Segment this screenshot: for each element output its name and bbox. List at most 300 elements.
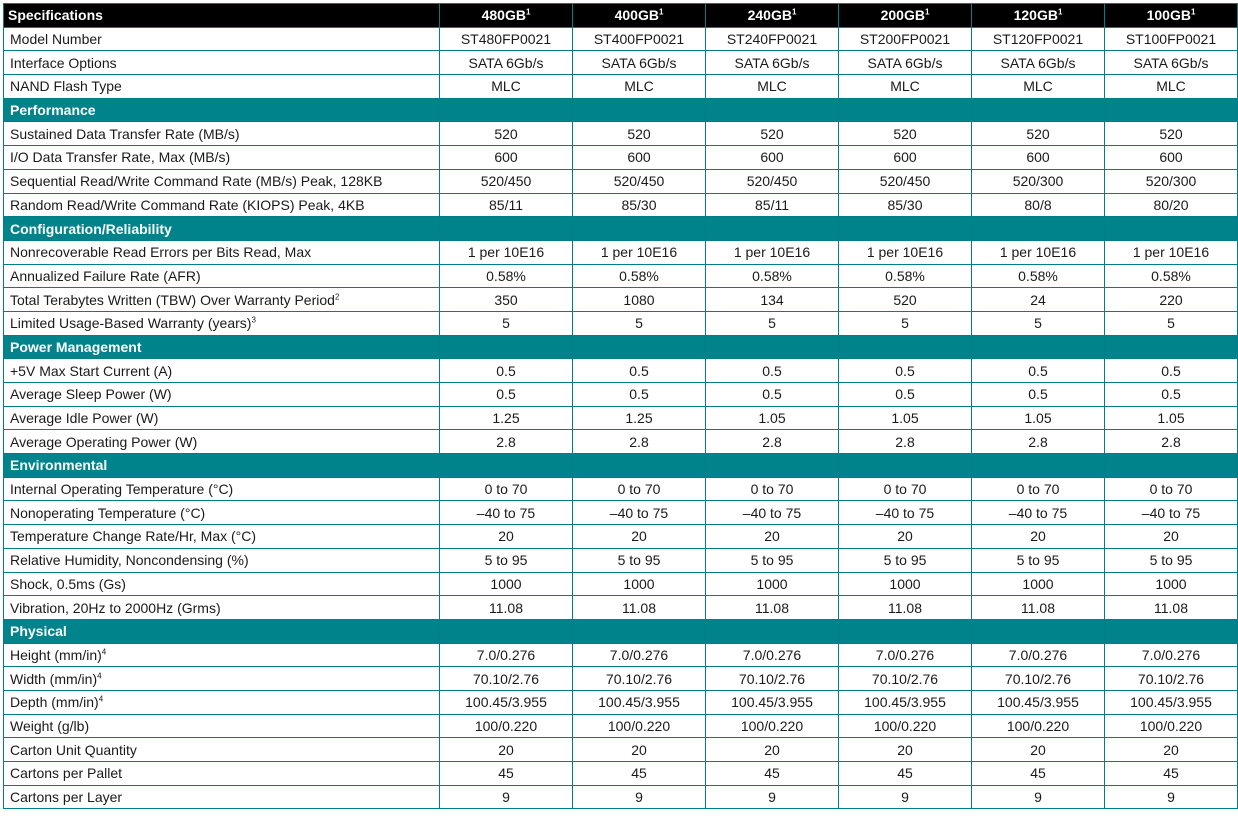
table-row [4, 51, 1238, 75]
row-label-text: +5V Max Start Current (A) [10, 362, 173, 379]
table-cell: 100/0.220 [440, 714, 573, 738]
table-cell: 20 [573, 525, 706, 549]
table-row [4, 548, 1238, 572]
footnote-marker: 4 [98, 694, 104, 704]
table-cell: 520 [440, 122, 573, 146]
section-cell [1105, 454, 1238, 478]
table-cell: 100/0.220 [839, 714, 972, 738]
table-cell: 0 to 70 [440, 477, 573, 501]
table-cell: 20 [706, 525, 839, 549]
table-cell: 0 to 70 [1105, 477, 1238, 501]
table-row [4, 169, 1238, 193]
table-cell: 11.08 [573, 596, 706, 620]
table-cell: 45 [440, 762, 573, 786]
section-cell [1105, 619, 1238, 643]
section-cell [839, 619, 972, 643]
table-row [4, 785, 1238, 809]
table-cell: 2.8 [440, 430, 573, 454]
table-cell: 5 to 95 [839, 548, 972, 572]
row-label [4, 785, 440, 809]
table-cell: 5 [573, 311, 706, 335]
section-title: Configuration/Reliability [4, 217, 440, 241]
table-row [4, 264, 1238, 288]
table-cell: 45 [1105, 762, 1238, 786]
table-cell: 1.25 [573, 406, 706, 430]
table-cell: 1000 [839, 572, 972, 596]
table-cell: 5 to 95 [972, 548, 1105, 572]
table-cell: –40 to 75 [972, 501, 1105, 525]
section-cell [706, 619, 839, 643]
table-cell: 1000 [706, 572, 839, 596]
table-row [4, 383, 1238, 407]
table-cell: 0.5 [573, 359, 706, 383]
table-cell: MLC [573, 75, 706, 99]
table-cell: 2.8 [839, 430, 972, 454]
row-label-text: Shock, 0.5ms (Gs) [10, 575, 126, 592]
table-cell: 20 [839, 738, 972, 762]
table-cell: 85/30 [573, 193, 706, 217]
row-label-text: Nonrecoverable Read Errors per Bits Read, Max [10, 244, 312, 261]
section-cell [706, 98, 839, 122]
table-cell: 350 [440, 288, 573, 312]
table-cell: 0 to 70 [706, 477, 839, 501]
row-label [4, 311, 440, 335]
row-label [4, 406, 440, 430]
section-row [4, 619, 1238, 643]
table-cell: 0.58% [1105, 264, 1238, 288]
table-cell: 1 per 10E16 [706, 240, 839, 264]
section-cell [440, 335, 573, 359]
table-cell: 0.5 [972, 383, 1105, 407]
row-label [4, 548, 440, 572]
row-label-text: Random Read/Write Command Rate (KIOPS) Peak, 4KB [10, 196, 365, 213]
table-cell: 5 to 95 [440, 548, 573, 572]
header-row [4, 4, 1238, 28]
table-cell: 20 [440, 525, 573, 549]
table-cell: 1 per 10E16 [972, 240, 1105, 264]
section-cell [440, 454, 573, 478]
table-row [4, 193, 1238, 217]
table-cell: –40 to 75 [1105, 501, 1238, 525]
section-cell [706, 335, 839, 359]
row-label-text: Average Idle Power (W) [10, 410, 159, 427]
table-cell: 11.08 [706, 596, 839, 620]
section-cell [440, 98, 573, 122]
table-cell: 0.5 [706, 383, 839, 407]
table-cell: 100/0.220 [972, 714, 1105, 738]
table-cell: ST120FP0021 [972, 27, 1105, 51]
table-cell: 1.05 [972, 406, 1105, 430]
table-cell: 0.5 [440, 359, 573, 383]
row-label [4, 383, 440, 407]
table-cell: 520/300 [972, 169, 1105, 193]
section-cell [573, 619, 706, 643]
table-cell: 5 [440, 311, 573, 335]
table-cell: 1000 [1105, 572, 1238, 596]
row-label [4, 714, 440, 738]
table-cell: 9 [839, 785, 972, 809]
table-row [4, 667, 1238, 691]
table-cell: 85/11 [440, 193, 573, 217]
table-row [4, 477, 1238, 501]
table-cell: 0.58% [440, 264, 573, 288]
row-label-text: Cartons per Layer [10, 789, 123, 806]
table-cell: 24 [972, 288, 1105, 312]
table-cell: 520 [839, 122, 972, 146]
capacity-label: 200GB [880, 7, 925, 24]
table-cell: 1.25 [440, 406, 573, 430]
row-label [4, 240, 440, 264]
table-cell: 9 [573, 785, 706, 809]
table-cell: 7.0/0.276 [440, 643, 573, 667]
row-label-text: Model Number [10, 31, 102, 48]
row-label [4, 762, 440, 786]
table-cell: 20 [573, 738, 706, 762]
table-row [4, 596, 1238, 620]
row-label [4, 122, 440, 146]
table-cell: ST200FP0021 [839, 27, 972, 51]
header-capacity-4 [972, 4, 1105, 28]
table-row [4, 690, 1238, 714]
table-cell: 0 to 70 [972, 477, 1105, 501]
section-cell [440, 619, 573, 643]
row-label-text: Vibration, 20Hz to 2000Hz (Grms) [10, 599, 221, 616]
table-row [4, 146, 1238, 170]
table-cell: 85/30 [839, 193, 972, 217]
table-cell: 70.10/2.76 [440, 667, 573, 691]
section-cell [573, 335, 706, 359]
table-cell: 0.58% [839, 264, 972, 288]
table-cell: –40 to 75 [706, 501, 839, 525]
footnote-marker: 4 [97, 670, 102, 680]
row-label-text: Height (mm/in) [10, 646, 102, 663]
table-cell: 1000 [573, 572, 706, 596]
table-cell: MLC [706, 75, 839, 99]
row-label [4, 169, 440, 193]
table-cell: 600 [839, 146, 972, 170]
capacity-label: 100GB [1146, 7, 1191, 24]
table-row [4, 75, 1238, 99]
table-cell: 520/450 [706, 169, 839, 193]
table-cell: 1 per 10E16 [440, 240, 573, 264]
table-cell: 100.45/3.955 [972, 690, 1105, 714]
footnote-marker: 1 [1190, 7, 1196, 17]
footnote-marker: 1 [924, 7, 930, 17]
table-cell: –40 to 75 [440, 501, 573, 525]
section-cell [972, 98, 1105, 122]
table-cell: MLC [839, 75, 972, 99]
table-cell: 100.45/3.955 [839, 690, 972, 714]
table-cell: 5 to 95 [1105, 548, 1238, 572]
section-cell [972, 217, 1105, 241]
row-label [4, 643, 440, 667]
table-cell: 7.0/0.276 [573, 643, 706, 667]
specifications-table [3, 3, 1238, 809]
header-capacity-2 [706, 4, 839, 28]
table-row [4, 738, 1238, 762]
table-cell: 1.05 [706, 406, 839, 430]
table-cell: 600 [706, 146, 839, 170]
table-cell: SATA 6Gb/s [1105, 51, 1238, 75]
table-cell: 0.5 [706, 359, 839, 383]
table-row [4, 714, 1238, 738]
table-cell: 11.08 [440, 596, 573, 620]
table-cell: 134 [706, 288, 839, 312]
table-cell: SATA 6Gb/s [972, 51, 1105, 75]
table-cell: 520 [573, 122, 706, 146]
row-label-text: Internal Operating Temperature (°C) [10, 481, 234, 498]
table-cell: 80/20 [1105, 193, 1238, 217]
table-cell: 600 [972, 146, 1105, 170]
row-label [4, 738, 440, 762]
section-cell [839, 454, 972, 478]
row-label-text: Sequential Read/Write Command Rate (MB/s) Peak, 128KB [10, 173, 383, 190]
table-cell: 0.5 [440, 383, 573, 407]
table-cell: 20 [1105, 525, 1238, 549]
row-label-text: Relative Humidity, Noncondensing (%) [10, 552, 249, 569]
table-cell: 100.45/3.955 [573, 690, 706, 714]
table-row [4, 572, 1238, 596]
table-cell: 70.10/2.76 [1105, 667, 1238, 691]
row-label [4, 288, 440, 312]
table-row [4, 762, 1238, 786]
table-cell: ST400FP0021 [573, 27, 706, 51]
row-label [4, 193, 440, 217]
table-cell: 1.05 [839, 406, 972, 430]
header-capacity-1 [573, 4, 706, 28]
table-cell: 520 [706, 122, 839, 146]
table-cell: –40 to 75 [573, 501, 706, 525]
section-cell [972, 619, 1105, 643]
footnote-marker: 1 [658, 7, 664, 17]
table-cell: 5 [972, 311, 1105, 335]
table-cell: 1 per 10E16 [1105, 240, 1238, 264]
table-cell: 1000 [440, 572, 573, 596]
row-label [4, 501, 440, 525]
table-cell: 9 [706, 785, 839, 809]
row-label-text: Weight (g/lb) [10, 717, 90, 734]
table-cell: 0.5 [1105, 359, 1238, 383]
section-cell [972, 454, 1105, 478]
section-cell [839, 98, 972, 122]
capacity-label: 400GB [614, 7, 659, 24]
section-cell [573, 454, 706, 478]
section-cell [1105, 98, 1238, 122]
table-cell: ST100FP0021 [1105, 27, 1238, 51]
table-row [4, 643, 1238, 667]
table-cell: 100/0.220 [706, 714, 839, 738]
table-cell: 9 [972, 785, 1105, 809]
row-label [4, 51, 440, 75]
footnote-marker: 1 [791, 7, 797, 17]
header-capacity-3 [839, 4, 972, 28]
row-label [4, 359, 440, 383]
section-cell [706, 217, 839, 241]
table-cell: SATA 6Gb/s [440, 51, 573, 75]
row-label [4, 27, 440, 51]
row-label [4, 75, 440, 99]
section-title: Environmental [4, 454, 440, 478]
footnote-marker: 3 [251, 315, 256, 325]
table-cell: 45 [972, 762, 1105, 786]
row-label [4, 572, 440, 596]
table-cell: 100.45/3.955 [1105, 690, 1238, 714]
table-cell: 520 [839, 288, 972, 312]
table-cell: 5 to 95 [706, 548, 839, 572]
row-label-text: Nonoperating Temperature (°C) [10, 504, 206, 521]
table-cell: 520 [1105, 122, 1238, 146]
table-cell: 100.45/3.955 [440, 690, 573, 714]
row-label-text: Interface Options [10, 54, 117, 71]
table-cell: 20 [972, 738, 1105, 762]
table-row [4, 27, 1238, 51]
table-cell: 70.10/2.76 [839, 667, 972, 691]
table-cell: 1 per 10E16 [839, 240, 972, 264]
section-row [4, 454, 1238, 478]
table-cell: 0.5 [839, 359, 972, 383]
table-cell: 70.10/2.76 [573, 667, 706, 691]
section-cell [972, 335, 1105, 359]
table-cell: 100/0.220 [573, 714, 706, 738]
table-cell: 0 to 70 [839, 477, 972, 501]
table-cell: 1.05 [1105, 406, 1238, 430]
row-label-text: NAND Flash Type [10, 78, 122, 95]
table-cell: 9 [1105, 785, 1238, 809]
table-cell: –40 to 75 [839, 501, 972, 525]
table-cell: 0.58% [706, 264, 839, 288]
row-label [4, 525, 440, 549]
table-cell: 1000 [972, 572, 1105, 596]
table-cell: 0 to 70 [573, 477, 706, 501]
table-cell: 45 [706, 762, 839, 786]
table-cell: SATA 6Gb/s [573, 51, 706, 75]
table-cell: 520 [972, 122, 1105, 146]
table-row [4, 288, 1238, 312]
row-label-text: Total Terabytes Written (TBW) Over Warranty Period [10, 291, 335, 308]
row-label-text: Cartons per Pallet [10, 765, 123, 782]
table-cell: 520/300 [1105, 169, 1238, 193]
table-cell: 7.0/0.276 [972, 643, 1105, 667]
table-cell: 20 [1105, 738, 1238, 762]
table-row [4, 359, 1238, 383]
table-cell: 5 [706, 311, 839, 335]
table-cell: 0.5 [573, 383, 706, 407]
table-cell: 520/450 [573, 169, 706, 193]
table-row [4, 240, 1238, 264]
table-cell: 0.5 [972, 359, 1105, 383]
table-row [4, 311, 1238, 335]
table-cell: 70.10/2.76 [972, 667, 1105, 691]
row-label-text: Temperature Change Rate/Hr, Max (°C) [10, 528, 257, 545]
table-cell: 2.8 [972, 430, 1105, 454]
table-cell: 5 [839, 311, 972, 335]
section-row [4, 335, 1238, 359]
section-cell [1105, 217, 1238, 241]
table-cell: 1080 [573, 288, 706, 312]
table-cell: 20 [440, 738, 573, 762]
section-title: Physical [4, 619, 440, 643]
header-capacity-0 [440, 4, 573, 28]
table-cell: 220 [1105, 288, 1238, 312]
table-cell: 600 [573, 146, 706, 170]
table-cell: 45 [839, 762, 972, 786]
table-cell: 70.10/2.76 [706, 667, 839, 691]
table-cell: 11.08 [1105, 596, 1238, 620]
table-cell: 80/8 [972, 193, 1105, 217]
section-cell [1105, 335, 1238, 359]
table-row [4, 501, 1238, 525]
table-cell: 11.08 [839, 596, 972, 620]
section-cell [839, 217, 972, 241]
table-cell: 600 [440, 146, 573, 170]
table-cell: 600 [1105, 146, 1238, 170]
table-cell: 5 to 95 [573, 548, 706, 572]
row-label [4, 667, 440, 691]
row-label-text: Width (mm/in) [10, 670, 98, 687]
row-label [4, 264, 440, 288]
table-cell: 7.0/0.276 [839, 643, 972, 667]
section-cell [573, 98, 706, 122]
table-cell: 9 [440, 785, 573, 809]
footnote-marker: 1 [1057, 7, 1063, 17]
table-cell: 5 [1105, 311, 1238, 335]
row-label [4, 477, 440, 501]
section-cell [440, 217, 573, 241]
section-cell [706, 454, 839, 478]
table-cell: 100/0.220 [1105, 714, 1238, 738]
table-cell: SATA 6Gb/s [839, 51, 972, 75]
table-row [4, 122, 1238, 146]
table-cell: 45 [573, 762, 706, 786]
footnote-marker: 2 [334, 291, 340, 301]
row-label [4, 596, 440, 620]
section-cell [573, 217, 706, 241]
table-cell: 7.0/0.276 [1105, 643, 1238, 667]
table-cell: SATA 6Gb/s [706, 51, 839, 75]
row-label [4, 430, 440, 454]
row-label-text: Average Sleep Power (W) [10, 386, 172, 403]
row-label [4, 690, 440, 714]
row-label-text: Depth (mm/in) [10, 694, 99, 711]
row-label-text: Sustained Data Transfer Rate (MB/s) [10, 125, 240, 142]
row-label-text: Average Operating Power (W) [10, 433, 198, 450]
table-cell: 100.45/3.955 [706, 690, 839, 714]
row-label-text: Limited Usage-Based Warranty (years) [10, 315, 252, 332]
table-cell: 0.58% [573, 264, 706, 288]
table-cell: ST480FP0021 [440, 27, 573, 51]
row-label [4, 146, 440, 170]
table-cell: MLC [972, 75, 1105, 99]
table-cell: 11.08 [972, 596, 1105, 620]
table-cell: 520/450 [839, 169, 972, 193]
capacity-label: 480GB [481, 7, 526, 24]
footnote-marker: 1 [525, 7, 531, 17]
table-cell: MLC [1105, 75, 1238, 99]
table-cell: 20 [706, 738, 839, 762]
table-row [4, 406, 1238, 430]
table-cell: 20 [839, 525, 972, 549]
section-title: Performance [4, 98, 440, 122]
section-cell [839, 335, 972, 359]
row-label-text: I/O Data Transfer Rate, Max (MB/s) [10, 149, 231, 166]
header-title: Specifications [4, 4, 440, 28]
table-cell: 2.8 [573, 430, 706, 454]
table-cell: 0.5 [1105, 383, 1238, 407]
capacity-label: 120GB [1013, 7, 1058, 24]
table-cell: 2.8 [1105, 430, 1238, 454]
table-cell: ST240FP0021 [706, 27, 839, 51]
footnote-marker: 4 [101, 647, 107, 657]
